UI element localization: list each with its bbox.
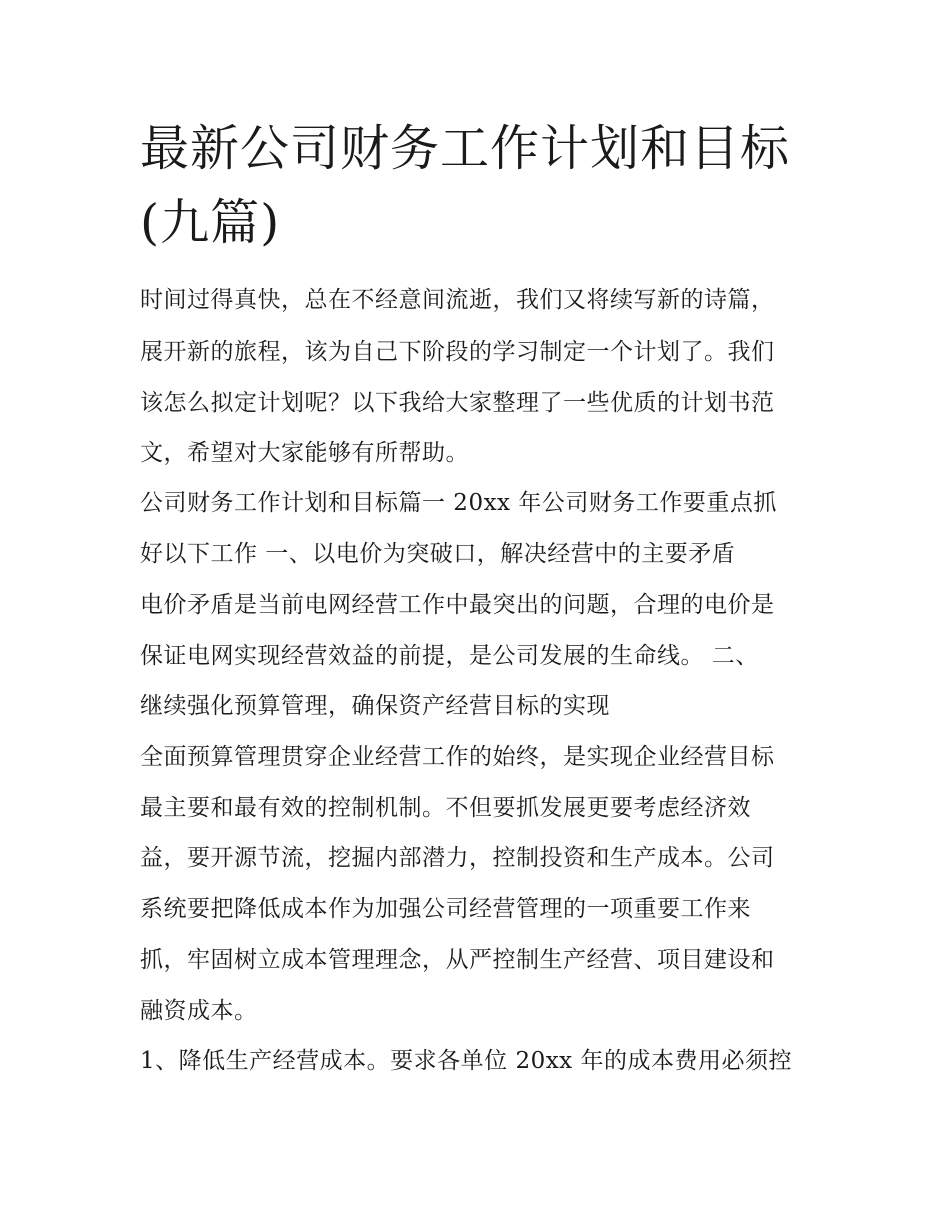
body-line: 系统要把降低成本作为加强公司经营管理的一项重要工作来 bbox=[140, 896, 751, 922]
body-line: 电价矛盾是当前电网经营工作中最突出的问题，合理的电价是 bbox=[140, 592, 775, 618]
body-line: 该怎么拟定计划呢？以下我给大家整理了一些优质的计划书范 bbox=[140, 390, 775, 416]
body-line: 保证电网实现经营效益的前提，是公司发展的生命线。 二、 bbox=[140, 643, 759, 669]
body-line: 继续强化预算管理，确保资产经营目标的实现 bbox=[140, 693, 610, 719]
body-line: 抓，牢固树立成本管理理念，从严控制生产经营、项目建设和 bbox=[140, 947, 775, 973]
body-line: 1、降低生产经营成本。要求各单位 20xx 年的成本费用必须控 bbox=[140, 1048, 792, 1074]
title-line-2: (九篇) bbox=[140, 194, 281, 251]
body-line: 全面预算管理贯穿企业经营工作的始终，是实现企业经营目标 bbox=[140, 744, 775, 770]
title-line-1: 最新公司财务工作计划和目标 bbox=[140, 120, 791, 177]
body-line: 益，要开源节流，挖掘内部潜力，控制投资和生产成本。公司 bbox=[140, 845, 775, 871]
body-line: 公司财务工作计划和目标篇一 20xx 年公司财务工作要重点抓 bbox=[140, 490, 777, 516]
body-line: 文，希望对大家能够有所帮助。 bbox=[140, 440, 469, 466]
body-line: 展开新的旅程，该为自己下阶段的学习制定一个计划了。我们 bbox=[140, 339, 775, 365]
document-title bbox=[140, 112, 820, 260]
body-line: 时间过得真快，总在不经意间流逝，我们又将续写新的诗篇， bbox=[140, 287, 775, 313]
body-line: 好以下工作 一、以电价为突破口，解决经营中的主要矛盾 bbox=[140, 541, 736, 567]
body-line: 融资成本。 bbox=[140, 998, 258, 1024]
body-line: 最主要和最有效的控制机制。不但要抓发展更要考虑经济效 bbox=[140, 795, 751, 821]
